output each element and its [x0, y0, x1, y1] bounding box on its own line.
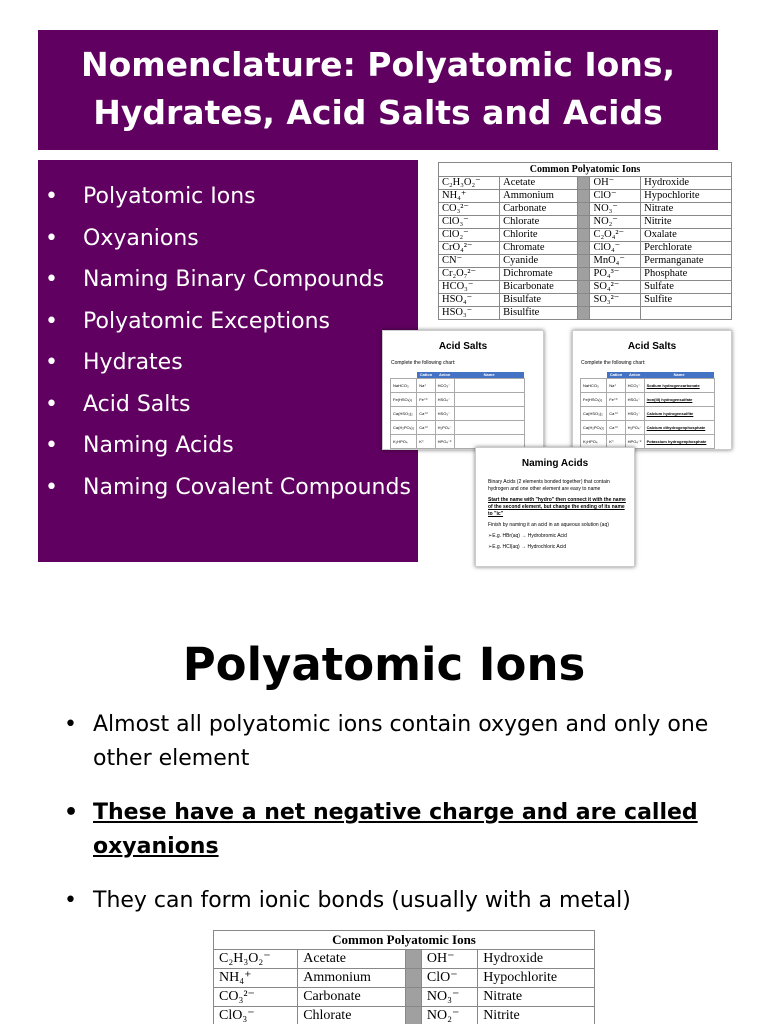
- mini-cell: Ca⁺²: [607, 406, 625, 420]
- ion-row: [439, 255, 732, 268]
- mini-name-cell: [454, 406, 524, 420]
- ion-name: Acetate: [500, 177, 578, 190]
- ion-formula: NO₃⁻: [421, 988, 477, 1007]
- ion-name: Ammonium: [298, 969, 406, 988]
- ion-row: [439, 294, 732, 307]
- outline-item: • Polyatomic Exceptions: [38, 305, 418, 339]
- outline-item: • Polyatomic Ions: [38, 180, 418, 214]
- ion-name: Nitrate: [641, 203, 732, 216]
- mini-cell: HSO₃⁻: [625, 406, 644, 420]
- ion-formula: NO₂⁻: [590, 216, 641, 229]
- thumb-paragraph: Finish by naming it an acid in an aqueous solution (aq): [488, 522, 609, 528]
- mini-name-cell: Potassium hydrogenphosphate: [644, 434, 714, 448]
- mini-header: Name: [454, 372, 524, 378]
- ion-table-header: Common Polyatomic Ions: [439, 163, 732, 177]
- mini-cell: HSO₄⁻: [625, 392, 644, 406]
- mini-cell: NaHCO₃: [391, 378, 417, 392]
- thumb-example: ➢E.g. HCl(aq) → Hydrochloric Acid: [488, 544, 567, 550]
- mini-cell: K⁺: [607, 434, 625, 448]
- mini-name-cell: Iron(III) hydrogensulfate: [644, 392, 714, 406]
- mini-cell: Na⁺: [417, 378, 435, 392]
- mini-cell: Fe⁺³: [607, 392, 625, 406]
- ion-name: Nitrate: [478, 988, 595, 1007]
- ion-row: [439, 268, 732, 281]
- outline-item: • Naming Acids: [38, 429, 418, 463]
- body-bullets: [60, 708, 740, 938]
- outline-item: • Naming Covalent Compounds: [38, 471, 418, 505]
- ion-formula: OH⁻: [590, 177, 641, 190]
- mini-table: [580, 372, 715, 449]
- ion-formula: NH₄⁺: [214, 969, 298, 988]
- ion-name: Bisulfite: [500, 307, 578, 320]
- ion-name: Bisulfate: [500, 294, 578, 307]
- ion-formula: SO₃²⁻: [590, 294, 641, 307]
- mini-row: [391, 420, 525, 434]
- ion-formula: C₂H₃O₂⁻: [214, 950, 298, 969]
- ion-row: [214, 969, 595, 988]
- thumb-acid-salts-filled: [572, 330, 732, 450]
- ion-name: Carbonate: [500, 203, 578, 216]
- ion-name: Permanganate: [641, 255, 732, 268]
- column-divider: [578, 294, 590, 307]
- mini-row: [581, 392, 715, 406]
- mini-cell: Fe(HSO₄)₃: [391, 392, 417, 406]
- ion-name: Oxalate: [641, 229, 732, 242]
- ion-row: [439, 242, 732, 255]
- ion-formula: ClO⁻: [590, 190, 641, 203]
- ion-name: Hydroxide: [641, 177, 732, 190]
- mini-row: [391, 392, 525, 406]
- mini-header: Cation: [417, 372, 435, 378]
- mini-name-cell: [454, 420, 524, 434]
- thumb-title: Acid Salts: [627, 341, 677, 352]
- mini-cell: Fe(HSO₄)₃: [581, 392, 607, 406]
- thumb-subtitle: Complete the following chart:: [581, 360, 646, 366]
- mini-row: [581, 406, 715, 420]
- mini-cell: H₂PO₄⁻: [625, 420, 644, 434]
- thumb-acid-salts-blank: [382, 330, 544, 450]
- ion-name: Ammonium: [500, 190, 578, 203]
- column-divider: [405, 950, 421, 969]
- mini-header: Name: [644, 372, 714, 378]
- thumb-title: Acid Salts: [438, 341, 488, 352]
- mini-cell: HCO₃⁻: [435, 378, 454, 392]
- ion-formula: CN⁻: [439, 255, 500, 268]
- mini-row: [581, 378, 715, 392]
- mini-row: [391, 406, 525, 420]
- thumb-naming-acids: [475, 447, 635, 567]
- column-divider: [578, 307, 590, 320]
- column-divider: [578, 203, 590, 216]
- ion-formula: ClO₄⁻: [590, 242, 641, 255]
- column-divider: [578, 177, 590, 190]
- mini-cell: NaHCO₃: [581, 378, 607, 392]
- ion-table-header: Common Polyatomic Ions: [214, 931, 595, 950]
- ion-formula: HSO₃⁻: [439, 307, 500, 320]
- column-divider: [405, 988, 421, 1007]
- thumb-title: Naming Acids: [521, 458, 589, 469]
- mini-name-cell: [454, 378, 524, 392]
- mini-cell: K₂HPO₄: [581, 434, 607, 448]
- column-divider: [578, 229, 590, 242]
- bullet-item-emphasis: • These have a net negative charge and are called oxyanions: [60, 796, 740, 864]
- ion-formula: NO₂⁻: [421, 1007, 477, 1024]
- ion-row: [439, 203, 732, 216]
- ion-formula: ClO⁻: [421, 969, 477, 988]
- mini-cell: Ca⁺²: [607, 420, 625, 434]
- thumb-paragraph: Start the name with "hydro" then connect it with the name of the second element, but change the ending of its name to "ic": [488, 497, 626, 517]
- ion-name: Chromate: [500, 242, 578, 255]
- ion-formula: HCO₃⁻: [439, 281, 500, 294]
- title-banner: [38, 30, 718, 150]
- ion-formula: CO₃²⁻: [439, 203, 500, 216]
- thumb-subtitle: Complete the following chart:: [391, 360, 456, 366]
- column-divider: [578, 268, 590, 281]
- mini-table: [390, 372, 525, 449]
- ion-formula: OH⁻: [421, 950, 477, 969]
- ion-formula: ClO₂⁻: [439, 229, 500, 242]
- ion-name: Carbonate: [298, 988, 406, 1007]
- mini-name-cell: [454, 392, 524, 406]
- ion-name: Hydroxide: [478, 950, 595, 969]
- ion-name: [641, 307, 732, 320]
- ion-name: Nitrite: [641, 216, 732, 229]
- ion-formula: SO₄²⁻: [590, 281, 641, 294]
- ion-name: Hypochlorite: [478, 969, 595, 988]
- mini-name-cell: Calcium hydrogensulfite: [644, 406, 714, 420]
- mini-cell: HPO₄⁻²: [435, 434, 454, 448]
- mini-cell: Ca(HSO₃)₂: [391, 406, 417, 420]
- outline-item: • Acid Salts: [38, 388, 418, 422]
- mini-name-cell: [454, 434, 524, 448]
- mini-header: Cation: [607, 372, 625, 378]
- mini-row: [581, 434, 715, 448]
- ion-name: Sulfite: [641, 294, 732, 307]
- mini-row: [391, 434, 525, 448]
- ion-row: [439, 177, 732, 190]
- ion-name: Perchlorate: [641, 242, 732, 255]
- outline-panel: [38, 160, 418, 562]
- ion-name: Nitrite: [478, 1007, 595, 1024]
- mini-cell: Ca(H₂PO₄)₂: [581, 420, 607, 434]
- ion-row: [214, 950, 595, 969]
- ion-name: Dichromate: [500, 268, 578, 281]
- thumb-example: ➢E.g. HBr(aq) → Hydrobromic Acid: [488, 533, 567, 539]
- mini-cell: Ca(H₂PO₄)₂: [391, 420, 417, 434]
- mini-cell: K⁺: [417, 434, 435, 448]
- ion-name: Phosphate: [641, 268, 732, 281]
- outline-item: • Oxyanions: [38, 222, 418, 256]
- mini-cell: Ca(HSO₃)₂: [581, 406, 607, 420]
- ion-name: Chlorate: [500, 216, 578, 229]
- bullet-item: • They can form ionic bonds (usually with a metal): [60, 884, 740, 918]
- column-divider: [405, 969, 421, 988]
- title-line-1: Nomenclature: Polyatomic Ions,: [80, 45, 676, 84]
- ion-row: [439, 281, 732, 294]
- thumb-text: [488, 479, 626, 551]
- ion-formula: [590, 307, 641, 320]
- mini-name-cell: Sodium hydrogencarbonate: [644, 378, 714, 392]
- ion-table-large: [213, 930, 595, 1024]
- title-line-2: Hydrates, Acid Salts and Acids: [93, 93, 663, 132]
- mini-row: [581, 420, 715, 434]
- outline-item: • Naming Binary Compounds: [38, 263, 418, 297]
- ion-formula: ClO₃⁻: [214, 1007, 298, 1024]
- ion-name: Hypochlorite: [641, 190, 732, 203]
- column-divider: [578, 281, 590, 294]
- column-divider: [578, 216, 590, 229]
- ion-row: [439, 216, 732, 229]
- ion-formula: C₂H₃O₂⁻: [439, 177, 500, 190]
- ion-formula: Cr₂O₇²⁻: [439, 268, 500, 281]
- ion-name: Chlorite: [500, 229, 578, 242]
- ion-name: Cyanide: [500, 255, 578, 268]
- ion-formula: HSO₄⁻: [439, 294, 500, 307]
- ion-formula: MnO₄⁻: [590, 255, 641, 268]
- ion-formula: ClO₃⁻: [439, 216, 500, 229]
- ion-table-small: [438, 162, 732, 320]
- column-divider: [578, 190, 590, 203]
- mini-cell: HSO₄⁻: [435, 392, 454, 406]
- ion-row: [439, 307, 732, 320]
- ion-row: [214, 1007, 595, 1024]
- ion-row: [439, 229, 732, 242]
- mini-cell: Na⁺: [607, 378, 625, 392]
- ion-row: [214, 988, 595, 1007]
- ion-row: [439, 190, 732, 203]
- section-heading: Polyatomic Ions: [182, 638, 586, 691]
- mini-row: [391, 378, 525, 392]
- mini-cell: K₂HPO₄: [391, 434, 417, 448]
- ion-name: Acetate: [298, 950, 406, 969]
- outline-list: [38, 160, 418, 505]
- mini-cell: Ca⁺²: [417, 406, 435, 420]
- ion-formula: CO₃²⁻: [214, 988, 298, 1007]
- ion-name: Sulfate: [641, 281, 732, 294]
- ion-formula: CrO₄²⁻: [439, 242, 500, 255]
- column-divider: [578, 242, 590, 255]
- ion-formula: PO₄³⁻: [590, 268, 641, 281]
- ion-formula: C₂O₄²⁻: [590, 229, 641, 242]
- mini-header: Anion: [625, 372, 644, 378]
- mini-cell: HCO₃⁻: [625, 378, 644, 392]
- bullet-item: • Almost all polyatomic ions contain oxygen and only one other element: [60, 708, 740, 776]
- mini-cell: HPO₄⁻²: [625, 434, 644, 448]
- outline-item: • Hydrates: [38, 346, 418, 380]
- mini-header: Anion: [435, 372, 454, 378]
- ion-formula: NO₃⁻: [590, 203, 641, 216]
- mini-cell: HSO₃⁻: [435, 406, 454, 420]
- thumb-paragraph: Binary Acids (2 elements bonded together) that contain hydrogen and one other element are easy to name: [488, 479, 610, 492]
- ion-name: Bicarbonate: [500, 281, 578, 294]
- mini-cell: Fe⁺³: [417, 392, 435, 406]
- ion-name: Chlorate: [298, 1007, 406, 1024]
- ion-formula: NH₄⁺: [439, 190, 500, 203]
- column-divider: [578, 255, 590, 268]
- column-divider: [405, 1007, 421, 1024]
- mini-cell: Ca⁺²: [417, 420, 435, 434]
- mini-name-cell: Calcium dihydrogenphosphate: [644, 420, 714, 434]
- mini-cell: H₂PO₄⁻: [435, 420, 454, 434]
